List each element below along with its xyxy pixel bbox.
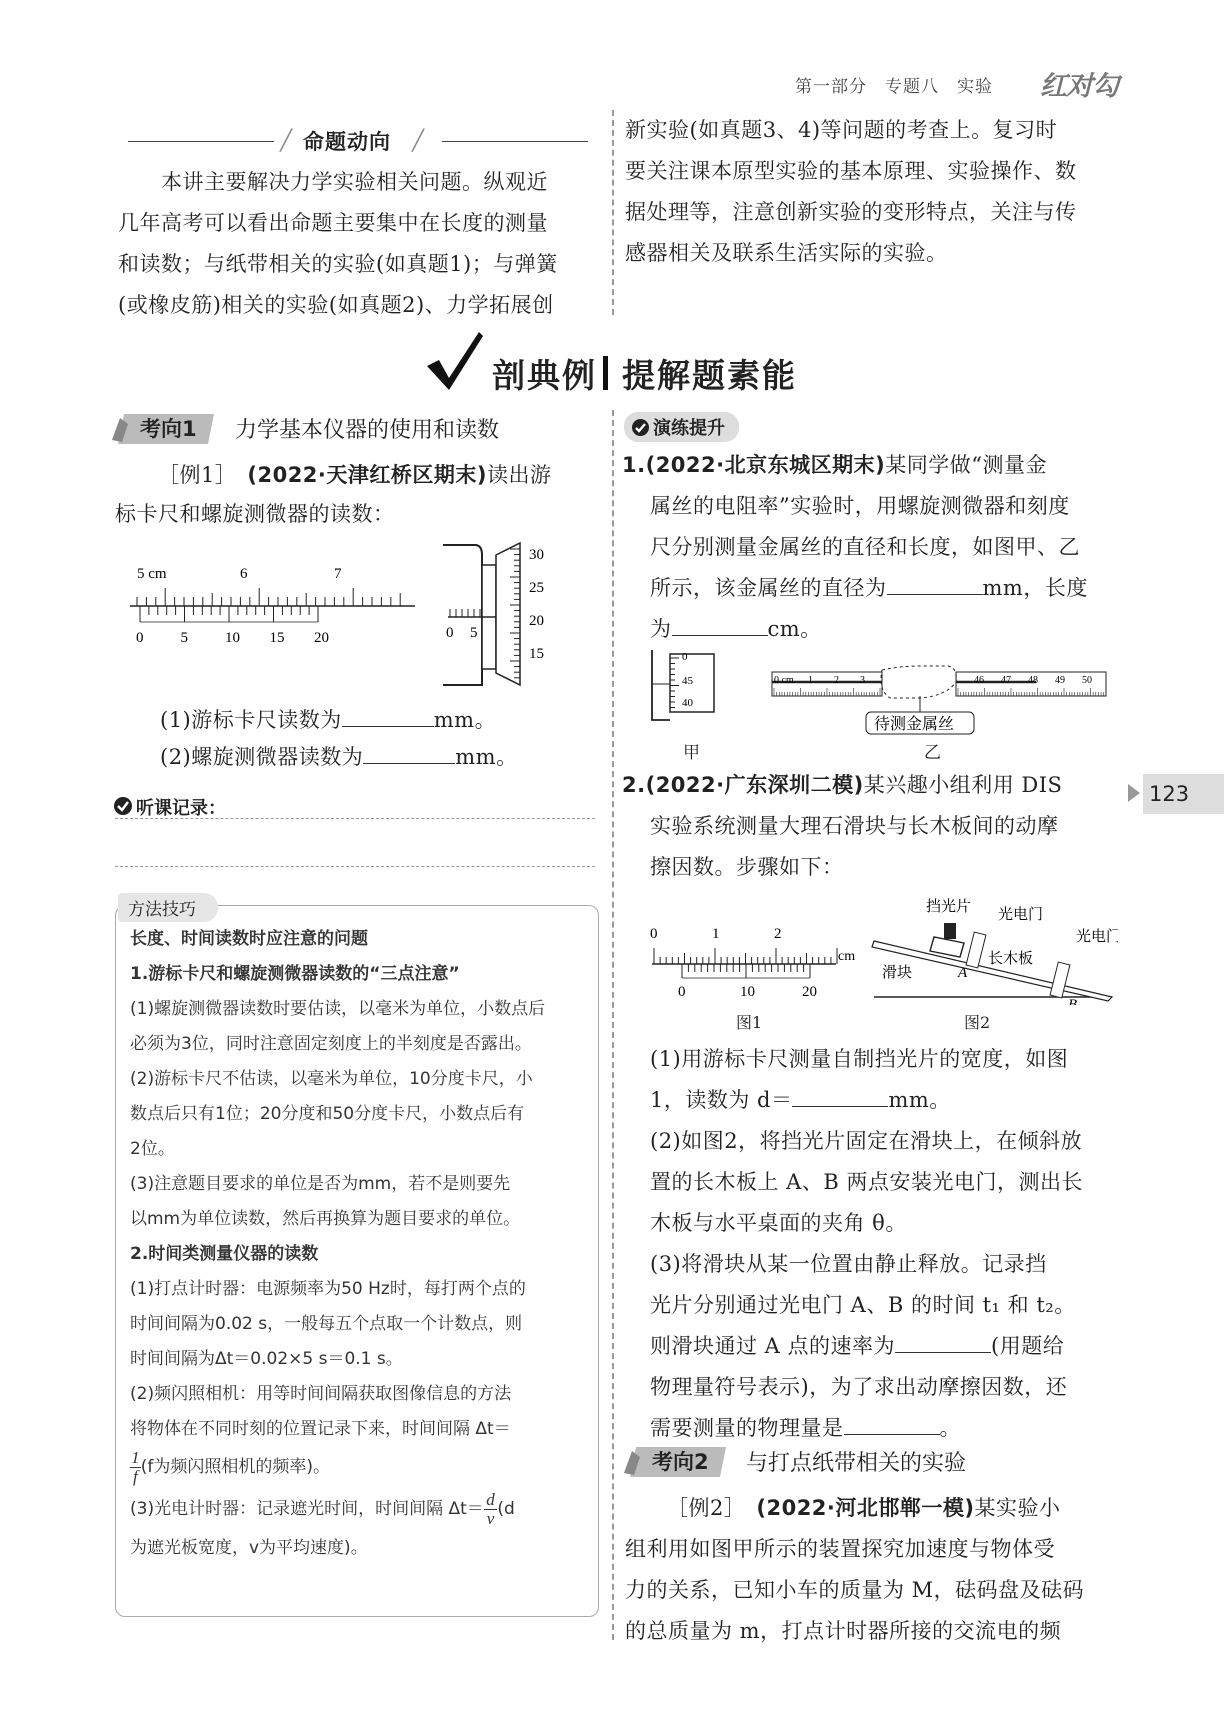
practice-label: 演练提升 <box>624 412 739 442</box>
unit-label: cm <box>838 949 856 964</box>
column-divider <box>612 110 614 315</box>
intro-heading-mark-right: ╱ <box>412 128 425 152</box>
answer-blank[interactable] <box>363 742 455 764</box>
vernier-scale-label: 10 <box>225 630 240 646</box>
q2-figure-2-label: 图2 <box>964 1013 991 1032</box>
intro-heading: 命题动向 <box>303 130 391 154</box>
check-icon <box>632 419 649 436</box>
ruler-label: 47 <box>1001 675 1011 686</box>
gate2-label: 光电门 <box>1076 927 1118 945</box>
micrometer-figure <box>440 535 600 699</box>
example1-line1: ［例1］ (2022·天津红桥区期末)读出游 <box>158 463 552 487</box>
vernier-scale-label: 20 <box>314 630 329 646</box>
ruler-label: 50 <box>1082 675 1092 686</box>
column-divider-lower <box>612 410 614 1640</box>
checkmark-icon <box>425 330 485 396</box>
topic2-tag: 考向2 <box>652 1450 709 1474</box>
sleeve-label: 5 <box>470 625 478 641</box>
main-scale-label: 5 cm <box>137 566 167 582</box>
example1-question2: (2)螺旋测微器读数为 mm。 <box>160 737 518 778</box>
answer-blank[interactable] <box>844 1413 940 1435</box>
thimble-label: 0 <box>682 651 688 663</box>
answer-blank[interactable] <box>895 1331 991 1353</box>
photogate-A <box>966 932 986 968</box>
slider-block <box>930 937 964 957</box>
gate1-label: 光电门 <box>998 905 1044 923</box>
ruler-label: 3 <box>860 675 865 686</box>
thimble-label: 45 <box>682 675 693 687</box>
ruler-label: 0 cm <box>774 675 794 686</box>
vernier-scale-label: 5 <box>180 630 188 646</box>
breadcrumb: 第一部分 专题八 实验 <box>795 77 993 97</box>
vernier-scale-label: 20 <box>802 984 817 1000</box>
topic1-title: 力学基本仪器的使用和读数 <box>235 418 500 443</box>
example-2: ［例2］ (2022·河北邯郸一模)某实验小 组利用如图甲所示的装置探究加速度与物体受 力的关系，已知小车的质量为 M，砝码盘及砝码 的总质量为 m，打点计时器所接的交流电的频 <box>625 1496 1085 1643</box>
thimble-label: 15 <box>529 646 544 662</box>
q1-ruler-figure <box>770 660 1110 744</box>
ruler-label: 48 <box>1028 675 1038 686</box>
question-2: 2.(2022·广东深圳二模)某兴趣小组利用 DIS 实验系统测量大理石滑块与长木板间的动摩 擦因数。步骤如下： <box>622 773 1063 879</box>
page-number: 123 <box>1143 774 1224 814</box>
answer-blank[interactable] <box>672 614 768 636</box>
section-title-right: 提解题素能 <box>622 356 797 395</box>
wire-break <box>881 666 956 698</box>
answer-blank[interactable] <box>792 1085 888 1107</box>
thimble-label: 25 <box>529 580 544 596</box>
answer-blank[interactable] <box>342 705 434 727</box>
block-label: 滑块 <box>882 963 913 981</box>
sleeve-label: 0 <box>446 625 454 641</box>
main-scale-label: 2 <box>774 926 782 942</box>
section-title-separator <box>603 356 608 390</box>
intro-left-text: 本讲主要解决力学实验相关问题。纵观近 几年高考可以看出命题主要集中在长度的测量 和读数；与纸带相关的实验(如真题1)；与弹簧 (或橡皮筋)相关的实验(如真题2)、力学拓展创 <box>118 170 558 317</box>
example1-question1: (1)游标卡尺读数为 mm。 <box>160 700 496 741</box>
vernier-scale-label: 10 <box>740 984 755 1000</box>
notes-line-1[interactable] <box>115 818 595 819</box>
vernier-scale-label: 15 <box>269 630 285 646</box>
page-number-arrow <box>1128 784 1140 802</box>
q1-figure-label-a: 甲 <box>683 743 700 763</box>
main-scale-label: 7 <box>334 566 342 582</box>
brand-logo: 红对勾 <box>1040 71 1118 102</box>
thimble-label: 40 <box>682 697 693 709</box>
point-B-label: B <box>1068 997 1078 1005</box>
q2-figure-1-label: 图1 <box>736 1013 763 1032</box>
light-shade-plate <box>944 923 956 939</box>
method-tips-content: 长度、时间读数时应注意的问题 1.游标卡尺和螺旋测微器读数的“三点注意” (1)螺旋测微器读数时要估读，以毫米为单位，小数点后 必须为3位，同时注意固定刻度上的半刻度是否露出。 (2)游标卡尺不估读，以毫米为单位，10分度卡尺，小 数点后只有1位；20分度和50分度卡尺，小数点后有 2位。 (3)注意题目要求的单位是否为mm，若不是则要先 以mm为单位读数，然后再换算为题目要求的单位。 2.时间类测量仪器的读数 (1)打点计时器：电源频率为50 Hz时，每打两个点的 时间间隔为0.02 s，一般每五个点取一个计数点，则 时间间隔为Δt＝0.02×5 s＝0.1 s。 (2)频闪照相机：用等时间间隔获取图像信息的方法 将物体在不同时刻的位置记录下来，时间间隔 Δt＝ $\frac{1}{f}$ (f为频闪照相机的频率)。 (3)光电计时器：记录遮光时间，时间间隔 Δt＝ $\frac{d}{v}$ (d 为遮光板宽度，v为平均速度)。 <box>130 929 546 1558</box>
topic1-tag: 考向1 <box>140 417 197 441</box>
ruler-label: 2 <box>834 675 839 686</box>
vernier-scale-label: 0 <box>136 630 144 646</box>
topic2-title: 与打点纸带相关的实验 <box>746 1451 967 1476</box>
q1-figure-label-b: 乙 <box>924 743 941 763</box>
intro-heading-mark-left: ╱ <box>280 128 293 152</box>
wire-label: 待测金属丝 <box>874 714 955 733</box>
ruler-label: 1 <box>808 675 813 686</box>
intro-divider-right <box>442 141 588 142</box>
point-A-label: A <box>958 965 968 981</box>
vernier-caliper-figure <box>125 560 425 684</box>
frame-outline <box>652 650 670 720</box>
question-2-steps: (1)用游标卡尺测量自制挡光片的宽度，如图 1，读数为 d＝ mm。 (2)如图2，将挡光片固定在滑块上，在倾斜放 置的长木板上 A、B 两点安装光电门，测出长 木板与水平桌面的夹角 θ。 (3)将滑块从某一位置由静止释放。记录挡 光片分别通过光电门 A、B 的时间 t₁ 和 t₂。 则滑块通过 A 点的速率为 (用题给 物理量符号表示)，为了求出动摩擦因数，还 需要测量的物理量是 。 <box>650 1047 1083 1440</box>
thimble-label: 30 <box>529 547 544 563</box>
main-scale-label: 6 <box>240 566 248 582</box>
photogate-B <box>1050 962 1070 998</box>
q2-figure-1 <box>648 920 868 1024</box>
notes-label: 听课记录： <box>136 798 226 819</box>
ruler-label: 49 <box>1055 675 1065 686</box>
question-1: 1.(2022·北京东城区期末)某同学做“测量金 属丝的电阻率”实验时，用螺旋测微器和刻度 尺分别测量金属丝的直径和长度，如图甲、乙 所示，该金属丝的直径为 mm，长度 为 cm。 <box>622 453 1088 641</box>
notes-line-2[interactable] <box>115 866 595 867</box>
thimble-label: 20 <box>529 613 544 629</box>
notes-check-icon <box>114 797 132 815</box>
example1-line2: 标卡尺和螺旋测微器的读数： <box>115 502 395 526</box>
main-scale-label: 0 <box>650 926 658 942</box>
intro-right-text: 新实验(如真题3、4)等问题的考查上。复习时 要关注课本原型实验的基本原理、实验操作、数 据处理等，注意创新实验的变形特点，关注与传 感器相关及联系生活实际的实验。 <box>625 118 1077 265</box>
ruler-label: 46 <box>974 675 984 686</box>
intro-divider-left <box>128 141 274 142</box>
q2-figure-2 <box>868 885 1118 1009</box>
q1-micrometer-figure <box>650 648 740 742</box>
board-label: 长木板 <box>988 949 1034 967</box>
answer-blank[interactable] <box>887 573 983 595</box>
section-title-left: 剖典例 <box>492 356 597 395</box>
method-tips-label: 方法技巧 <box>118 893 218 922</box>
main-scale-label: 1 <box>712 926 720 942</box>
thimble-body <box>496 543 520 685</box>
vernier-scale-label: 0 <box>678 984 686 1000</box>
shade-label: 挡光片 <box>926 897 972 915</box>
